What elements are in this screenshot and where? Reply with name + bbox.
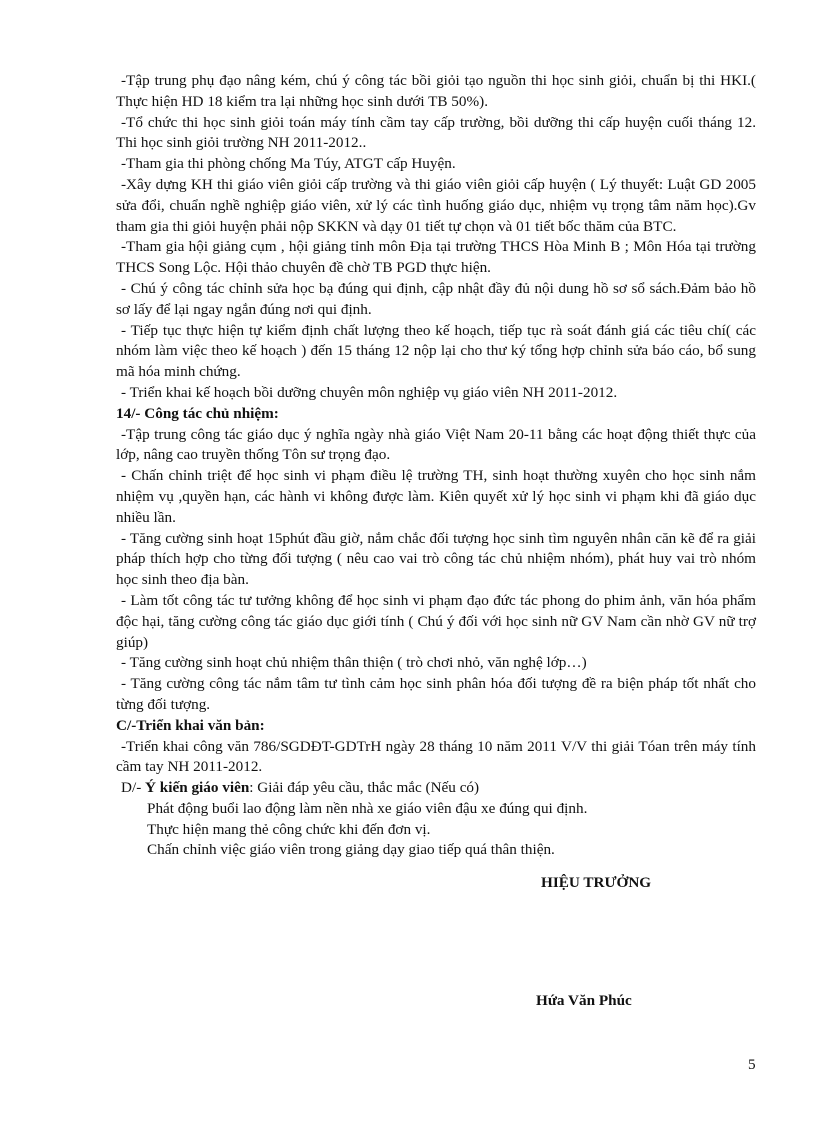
paragraph: - Tiếp tục thực hiện tự kiểm định chất lượng theo kế hoạch, tiếp tục rà soát đánh giá các tiêu chí( các nhóm làm việc theo kế hoạch ) đến 15 tháng 12 nộp lại cho thư ký tổng hợp chỉnh sửa báo cáo, bổ sung mã hóa minh chứng. <box>116 321 756 381</box>
paragraph: -Tập trung công tác giáo dục ý nghĩa ngày nhà giáo Việt Nam 20-11 bằng các hoạt động thiết thực của lớp, nâng cao truyền thống Tôn sư trọng đạo. <box>116 425 756 464</box>
paragraph: - Tăng cường công tác nắm tâm tư tình cảm học sinh phân hóa đối tượng đề ra biện pháp tốt nhất cho từng đối tượng. <box>116 675 756 713</box>
signature-name: Hứa Văn Phúc <box>536 992 632 1009</box>
paragraph: - Làm tốt công tác tư tưởng không để học sinh vi phạm đạo đức tác phong do phim ảnh, văn hóa phẩm độc hại, tăng cường công tác giáo dục giới tính ( Chú ý đối với học sinh nữ GV Nam cần nhờ GV nữ trợ giúp) <box>116 591 756 651</box>
signature-title: HIỆU TRƯỞNG <box>541 874 652 891</box>
section-c-heading: C/-Triển khai văn bản: <box>116 716 265 734</box>
paragraph: -Tổ chức thi học sinh giỏi toán máy tính cầm tay cấp trường, bồi dưỡng thi cấp huyện cuối tháng 12. Thi học sinh giỏi trường NH 2011-2012.. <box>116 113 756 152</box>
section-d-prefix: D/- <box>121 779 146 797</box>
paragraph: -Tham gia hội giảng cụm , hội giảng tỉnh môn Địa tại trường THCS Hòa Minh B ; Môn Hóa tại trường THCS Song Lộc. Hội thảo chuyên đề chờ TB PGD thực hiện. <box>116 238 756 277</box>
section-14-heading: 14/- Công tác chủ nhiệm: <box>116 404 279 422</box>
page-number: 5 <box>748 1056 756 1073</box>
section-d-rest: : Giải đáp yêu cầu, thắc mắc (Nếu có) <box>249 779 480 797</box>
paragraph: -Tham gia thi phòng chống Ma Túy, ATGT cấp Huyện. <box>121 155 456 173</box>
paragraph: - Tăng cường sinh hoạt 15phút đầu giờ, nắm chắc đối tượng học sinh tìm nguyên nhân căn kẽ để ra giải pháp thích hợp cho từng đối tượng ( nêu cao vai trò công tác chủ nhiệm nhóm), phát huy vai trò nhóm học sinh theo địa bàn. <box>116 529 756 589</box>
paragraph: - Tăng cường sinh hoạt chủ nhiệm thân thiện ( trò chơi nhỏ, văn nghệ lớp…) <box>121 654 587 672</box>
paragraph: -Tập trung phụ đạo nâng kém, chú ý công tác bồi giỏi tạo nguồn thi học sinh giỏi, chuẩn bị thi HKI.( Thực hiện HD 18 kiểm tra lại những học sinh dưới TB 50%). <box>116 72 756 110</box>
paragraph: - Chấn chỉnh triệt để học sinh vi phạm điều lệ trường TH, sinh hoạt thường xuyên cho học sinh nắm nhiệm vụ ,quyền hạn, các hành vi không được làm. Kiên quyết xử lý học sinh vi phạm khi đã giáo dục nhiều lần. <box>116 467 756 526</box>
section-d-label: Ý kiến giáo viên <box>145 779 250 797</box>
section-d-heading <box>116 778 756 799</box>
paragraph: -Triển khai công văn 786/SGDĐT-GDTrH ngày 28 tháng 10 năm 2011 V/V thi giải Tóan trên máy tính cầm tay NH 2011-2012. <box>116 737 756 776</box>
paragraph: - Chú ý công tác chỉnh sửa học bạ đúng qui định, cập nhật đầy đủ nội dung hồ sơ sổ sách.Đảm bảo hồ sơ lấy để lại ngay ngắn đúng nơi qui định. <box>116 279 756 318</box>
list-item: Thực hiện mang thẻ công chức khi đến đơn vị. <box>147 820 431 838</box>
list-item: Chấn chỉnh việc giáo viên trong giảng dạy giao tiếp quá thân thiện. <box>147 841 555 859</box>
paragraph: -Xây dựng KH thi giáo viên giỏi cấp trường và thi giáo viên giỏi cấp huyện ( Lý thuyết: Luật GD 2005 sửa đổi, chuẩn nghề nghiệp giáo viên, xử lý các tình huống giáo dục, nhiệm vụ trọng tâm năm học).Gv tham gia thi giỏi huyện phải nộp SKKN và dạy 01 tiết tự chọn và 01 tiết bốc thăm của BTC. <box>116 175 756 235</box>
paragraph: - Triển khai kế hoạch bồi dưỡng chuyên môn nghiệp vụ giáo viên NH 2011-2012. <box>121 383 618 401</box>
list-item: Phát động buổi lao động làm nền nhà xe giáo viên đậu xe đúng qui định. <box>147 799 588 817</box>
document-body <box>116 71 756 861</box>
